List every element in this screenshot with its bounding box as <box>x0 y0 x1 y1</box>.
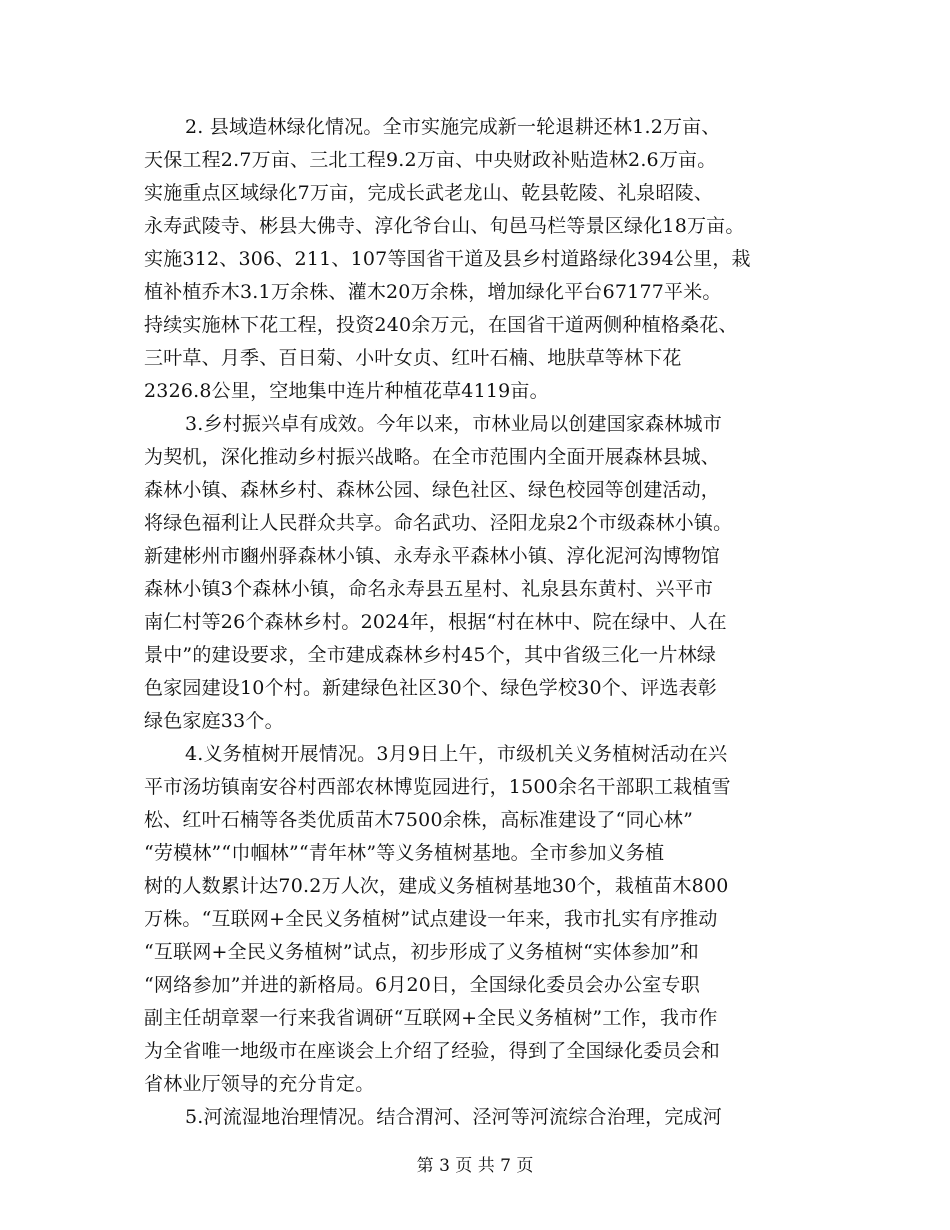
text-line: “网络参加”并进的新格局。6月20日，全国绿化委员会办公室专职 <box>144 974 700 996</box>
text-line: 绿色家庭33个。 <box>144 710 284 732</box>
text-line: 森林小镇3个森林小镇，命名永寿县五星村、礼泉县东黄村、兴平市 <box>144 578 714 600</box>
text-line: 将绿色福利让人民群众共享。命名武功、泾阳龙泉2个市级森林小镇。 <box>144 512 733 534</box>
text-line: “劳模林”“巾帼林”“青年林”等义务植树基地。全市参加义务植 <box>144 842 665 864</box>
paragraph-4-heading-line: 4.义务植树开展情况。3月9日上午，市级机关义务植树活动在兴 <box>185 743 728 765</box>
text-line: 色家园建设10个村。新建绿色社区30个、绿色学校30个、评选表彰 <box>144 677 717 699</box>
document-body <box>144 111 824 1134</box>
text-line: 树的人数累计达70.2万人次，建成义务植树基地30个，栽植苗木800 <box>144 875 729 897</box>
text-line: 植补植乔木3.1万余株、灌木20万余株，增加绿化平台67177平米。 <box>144 281 722 303</box>
text-line: 景中”的建设要求，全市建成森林乡村45个，其中省级三化一片林绿 <box>144 644 717 666</box>
text-line: 实施重点区域绿化7万亩，完成长武老龙山、乾县乾陵、礼泉昭陵、 <box>144 182 714 204</box>
text-line: 为契机，深化推动乡村振兴战略。在全市范围内全面开展森林县城、 <box>144 446 721 468</box>
page-number-footer: 第 3 页 共 7 页 <box>416 1156 534 1176</box>
text-line: 省林业厅领导的充分肯定。 <box>144 1073 375 1095</box>
text-line: 2326.8公里，空地集中连片种植花草4119亩。 <box>144 380 549 402</box>
text-line: “互联网+全民义务植树”试点，初步形成了义务植树“实体参加”和 <box>144 941 699 963</box>
text-line: 森林小镇、森林乡村、森林公园、绿色社区、绿色校园等创建活动， <box>144 479 721 501</box>
paragraph-3-heading-line: 3.乡村振兴卓有成效。今年以来，市林业局以创建国家森林城市 <box>185 413 722 435</box>
text-line: 天保工程2.7万亩、三北工程9.2万亩、中央财政补贴造林2.6万亩。 <box>144 149 717 171</box>
text-line: 副主任胡章翠一行来我省调研“互联网+全民义务植树”工作，我市作 <box>144 1007 718 1029</box>
paragraph-2-heading-line: 2. 县域造林绿化情况。全市实施完成新一轮退耕还林1.2万亩、 <box>185 116 721 138</box>
text-line: 持续实施林下花工程，投资240余万元，在国省干道两侧种植格桑花、 <box>144 314 738 336</box>
text-line: 实施312、306、211、107等国省干道及县乡村道路绿化394公里，栽 <box>144 248 751 270</box>
paragraph-5-heading-line: 5.河流湿地治理情况。结合渭河、泾河等河流综合治理，完成河 <box>185 1106 722 1128</box>
text-line: 松、红叶石楠等各类优质苗木7500余株，高标准建设了“同心林” <box>144 809 693 831</box>
text-line: 万株。“互联网+全民义务植树”试点建设一年来，我市扎实有序推动 <box>144 908 718 930</box>
text-line: 永寿武陵寺、彬县大佛寺、淳化爷台山、旬邑马栏等景区绿化18万亩。 <box>144 215 745 237</box>
text-line: 平市汤坊镇南安谷村西部农林博览园进行，1500余名干部职工栽植雪 <box>144 776 731 798</box>
text-line: 南仁村等26个森林乡村。2024年，根据“村在林中、院在绿中、人在 <box>144 611 727 633</box>
text-line: 三叶草、月季、百日菊、小叶女贞、红叶石楠、地肤草等林下花 <box>144 347 682 369</box>
text-line: 为全省唯一地级市在座谈会上介绍了经验，得到了全国绿化委员会和 <box>144 1040 721 1062</box>
text-line: 新建彬州市豳州驿森林小镇、永寿永平森林小镇、淳化泥河沟博物馆 <box>144 545 721 567</box>
